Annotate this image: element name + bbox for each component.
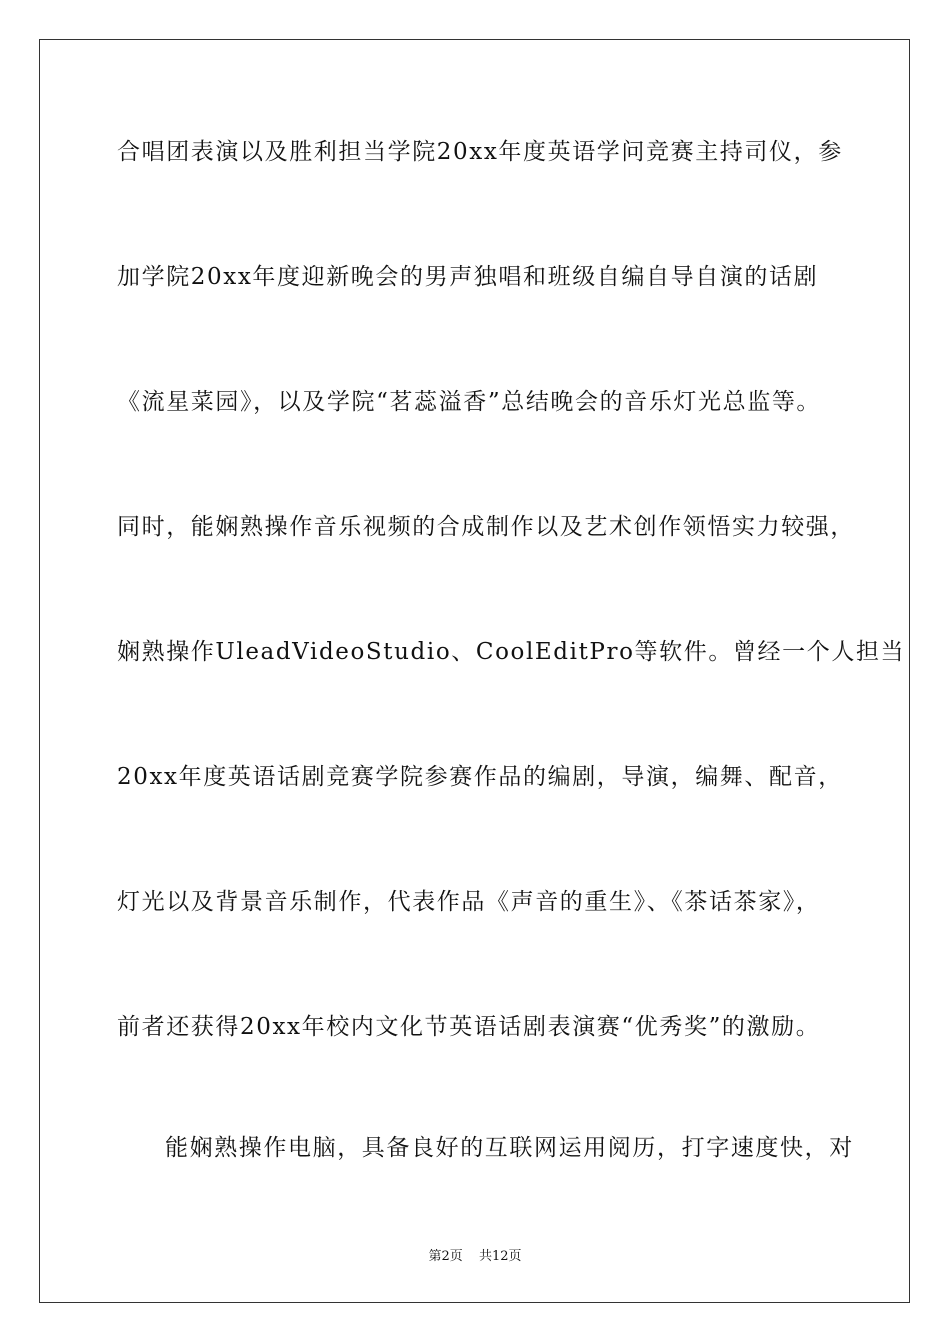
text-line: 《流星菜园》，以及学院“茗蕊溢香”总结晚会的音乐灯光总监等。 (117, 389, 822, 415)
text-line: 加学院20xx年度迎新晚会的男声独唱和班级自编自导自演的话剧 (117, 264, 819, 290)
text-line: 娴熟操作UleadVideoStudio、CoolEditPro等软件。曾经一个人担当 (117, 639, 906, 665)
text-line: 灯光以及背景音乐制作，代表作品《声音的重生》、《茶话茶家》， (117, 889, 821, 915)
page-total: 共12页 (478, 1249, 522, 1264)
text-line: 前者还获得20xx年校内文化节英语话剧表演赛“优秀奖”的激励。 (117, 1014, 821, 1040)
page-border (39, 39, 910, 1303)
paragraph-first-line: 能娴熟操作电脑，具备良好的互联网运用阅历，打字速度快，对 (165, 1135, 854, 1161)
text-line: 同时，能娴熟操作音乐视频的合成制作以及艺术创作领悟实力较强， (117, 514, 855, 540)
page-number: 第2页 (428, 1249, 463, 1264)
text-line: 20xx年度英语话剧竞赛学院参赛作品的编剧，导演，编舞、配音， (117, 764, 843, 790)
text-line: 合唱团表演以及胜利担当学院20xx年度英语学问竞赛主持司仪，参 (117, 139, 843, 165)
page-footer (0, 1248, 950, 1266)
